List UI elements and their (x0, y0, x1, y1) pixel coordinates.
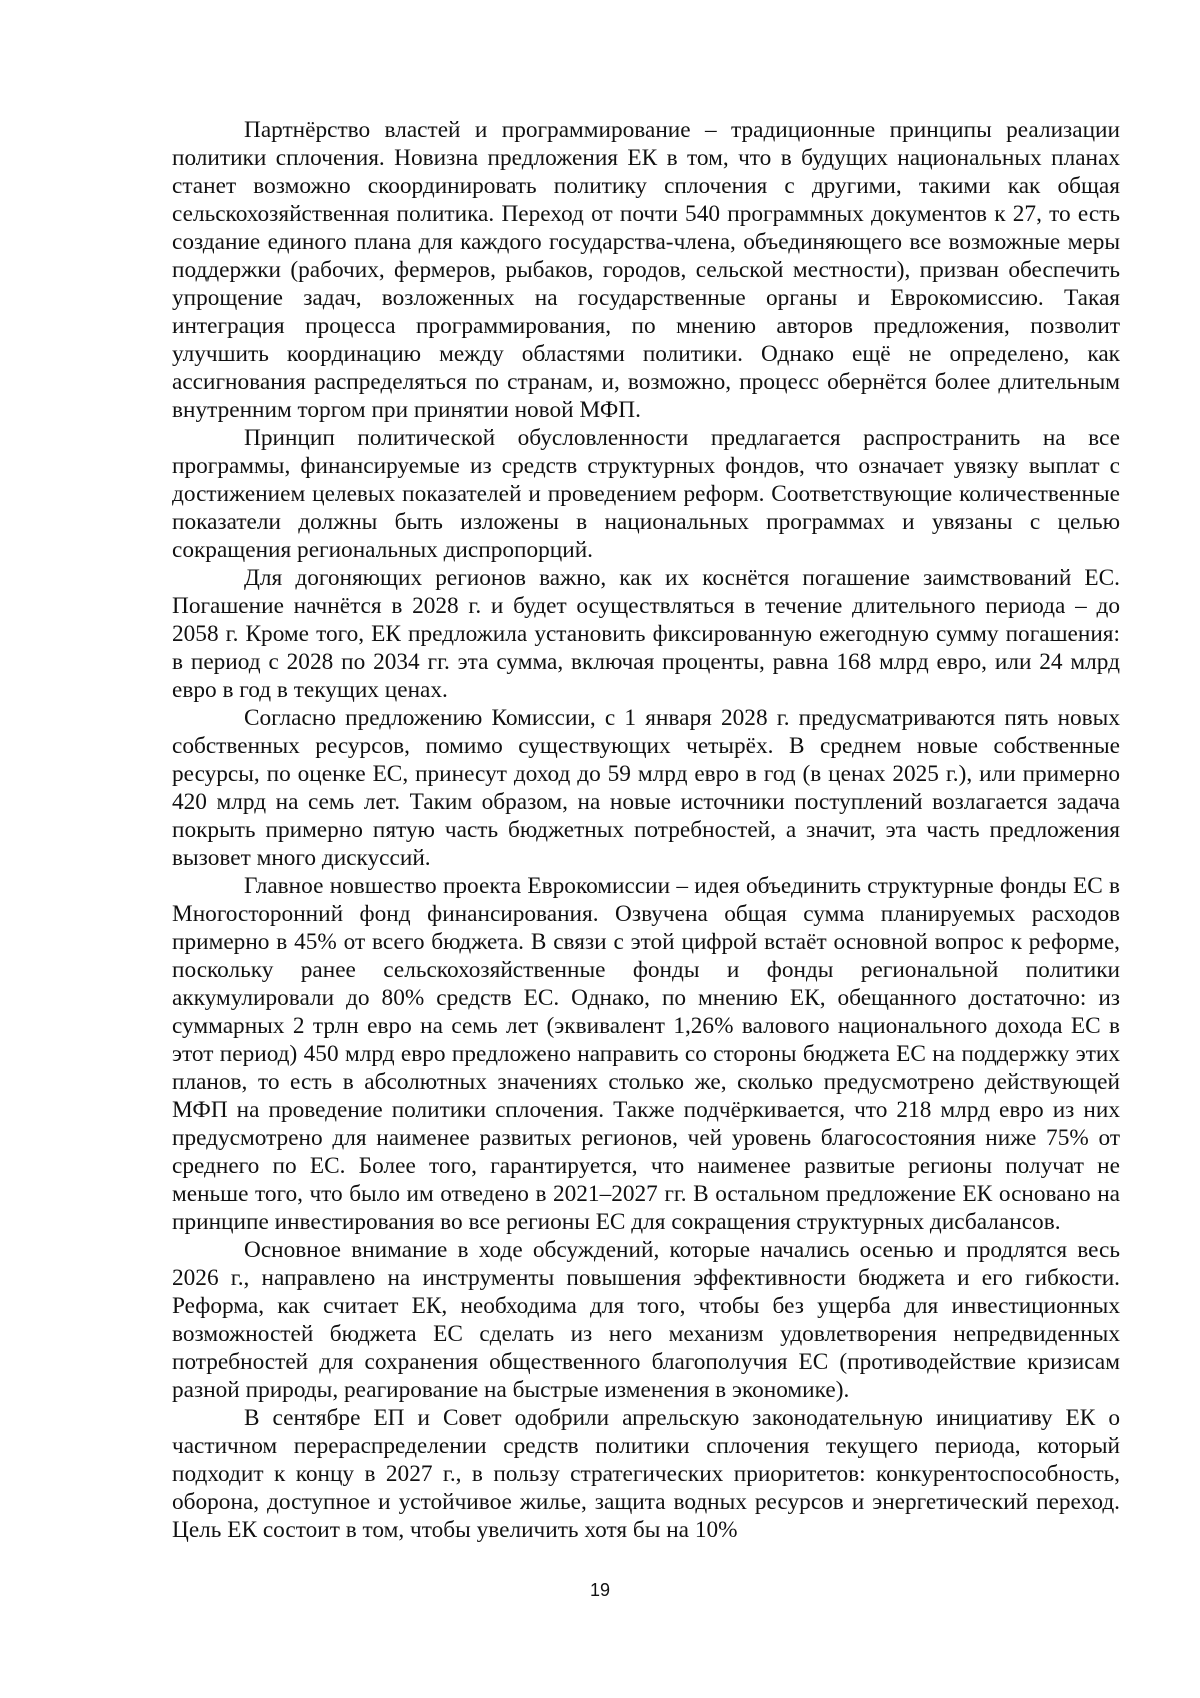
paragraph: Принцип политической обусловленности предлагается распространить на все программы, финансируемые из средств структурных фондов, что означает увязку выплат с достижением целевых показателей и проведением реформ. Соответствующие количественные показатели должны быть изложены в национальных программах и увязаны с целью сокращения региональных диспропорций. (172, 425, 1120, 563)
paragraph: Партнёрство властей и программирование – традиционные принципы реализации политики сплочения. Новизна предложения ЕК в том, что в будущих национальных планах станет возможно скоординировать политику сплочения с другими, такими как общая сельскохозяйственная политика. Переход от почти 540 программных документов к 27, то есть создание единого плана для каждого государства-члена, объединяющего все возможные меры поддержки (рабочих, фермеров, рыбаков, городов, сельской местности), призван обеспечить упрощение задач, возложенных на государственные органы и Еврокомиссию. Такая интеграция процесса программирования, по мнению авторов предложения, позволит улучшить координацию между областями политики. Однако ещё не определено, как ассигнования распределяться по странам, и, возможно, процесс обернётся более длительным внутренним торгом при принятии новой МФП. (172, 117, 1120, 423)
paragraph: Основное внимание в ходе обсуждений, которые начались осенью и продлятся весь 2026 г., направлено на инструменты повышения эффективности бюджета и его гибкости. Реформа, как считает ЕК, необходима для того, чтобы без ущерба для инвестиционных возможностей бюджета ЕС сделать из него механизм удовлетворения непредвиденных потребностей для сохранения общественного благополучия ЕС (противодействие кризисам разной природы, реагирование на быстрые изменения в экономике). (172, 1237, 1120, 1403)
paragraph: Главное новшество проекта Еврокомиссии – идея объединить структурные фонды ЕС в Многосторонний фонд финансирования. Озвучена общая сумма планируемых расходов примерно в 45% от всего бюджета. В связи с этой цифрой встаёт основной вопрос к реформе, поскольку ранее сельскохозяйственные фонды и фонды региональной политики аккумулировали до 80% средств ЕС. Однако, по мнению ЕК, обещанного достаточно: из суммарных 2 трлн евро на семь лет (эквивалент 1,26% валового национального дохода ЕС в этот период) 450 млрд евро предложено направить со стороны бюджета ЕС на поддержку этих планов, то есть в абсолютных значениях столько же, сколько предусмотрено действующей МФП на проведение политики сплочения. Также подчёркивается, что 218 млрд евро из них предусмотрено для наименее развитых регионов, чей уровень благосостояния ниже 75% от среднего по ЕС. Более того, гарантируется, что наименее развитые регионы получат не меньше того, что было им отведено в 2021–2027 гг. В остальном предложение ЕК основано на принципе инвестирования во все регионы ЕС для сокращения структурных дисбалансов. (172, 873, 1120, 1235)
paragraph: Для догоняющих регионов важно, как их коснётся погашение заимствований ЕС. Погашение начнётся в 2028 г. и будет осуществляться в течение длительного периода – до 2058 г. Кроме того, ЕК предложила установить фиксированную ежегодную сумму погашения: в период с 2028 по 2034 гг. эта сумма, включая проценты, равна 168 млрд евро, или 24 млрд евро в год в текущих ценах. (172, 565, 1120, 703)
paragraph: В сентябре ЕП и Совет одобрили апрельскую законодательную инициативу ЕК о частичном перераспределении средств политики сплочения текущего периода, который подходит к концу в 2027 г., в пользу стратегических приоритетов: конкурентоспособность, оборона, доступное и устойчивое жилье, защита водных ресурсов и энергетический переход. Цель ЕК состоит в том, чтобы увеличить хотя бы на 10% (172, 1405, 1120, 1543)
page-number: 19 (589, 1580, 611, 1600)
document-page (172, 116, 1120, 1544)
paragraph: Согласно предложению Комиссии, с 1 января 2028 г. предусматриваются пять новых собственных ресурсов, помимо существующих четырёх. В среднем новые собственные ресурсы, по оценке ЕС, принесут доход до 59 млрд евро в год (в ценах 2025 г.), или примерно 420 млрд на семь лет. Таким образом, на новые источники поступлений возлагается задача покрыть примерно пятую часть бюджетных потребностей, а значит, эта часть предложения вызовет много дискуссий. (172, 705, 1120, 871)
